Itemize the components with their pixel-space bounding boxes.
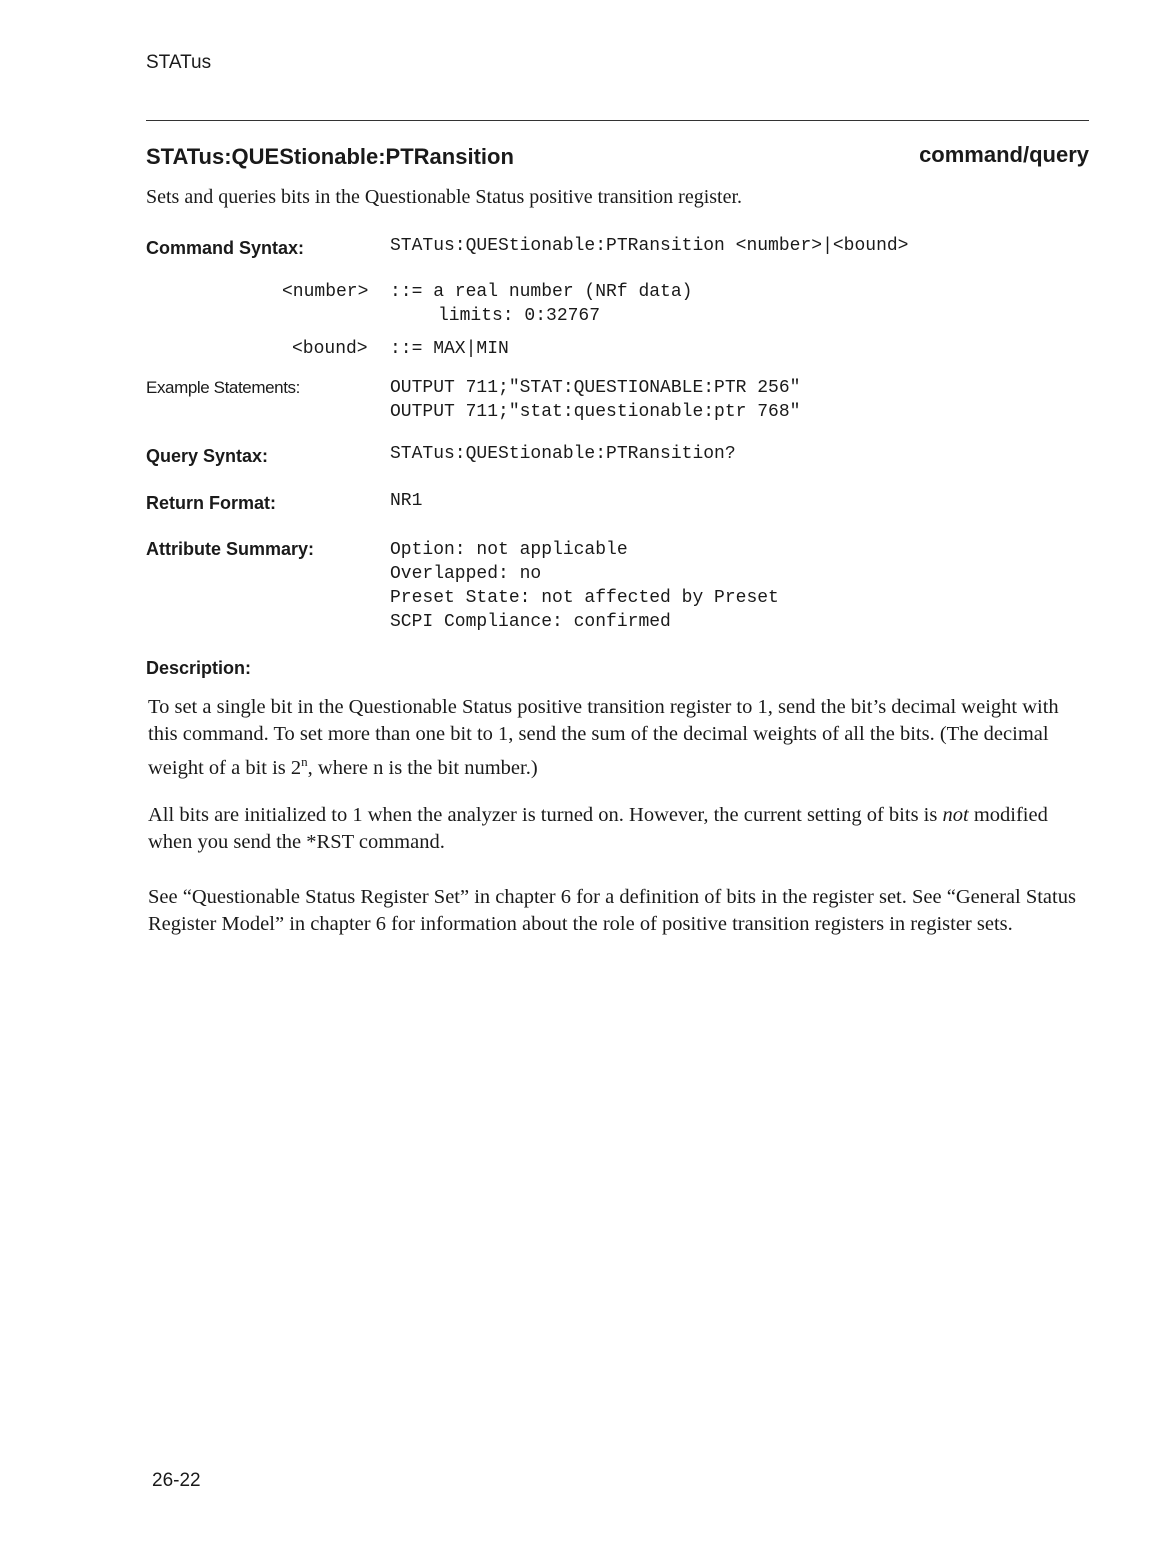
query-syntax-label: Query Syntax: <box>146 446 269 466</box>
example-statement-2: OUTPUT 711;"stat:questionable:ptr 768" <box>390 402 801 422</box>
return-format-text: NR1 <box>390 491 423 511</box>
example-statements-label: Example Statements: <box>146 378 300 397</box>
command-title: STATus:QUEStionable:PTRansition <box>146 144 514 169</box>
emphasis-not: not <box>942 804 969 826</box>
command-syntax-text: STATus:QUEStionable:PTRansition <number>|<bound> <box>390 236 909 256</box>
command-summary: Sets and queries bits in the Questionable Status positive transition register. <box>146 186 743 208</box>
attribute-scpi-compliance: SCPI Compliance: confirmed <box>390 612 671 632</box>
attribute-preset-state: Preset State: not affected by Preset <box>390 588 779 608</box>
running-head: STATus <box>146 52 212 73</box>
param-number-def: ::= a real number (NRf data) <box>390 282 693 302</box>
param-number-name: <number> <box>282 282 369 302</box>
command-syntax-label: Command Syntax: <box>146 238 305 258</box>
description-paragraph-1: To set a single bit in the Questionable Status positive transition register to 1, send the bit’s decimal weight with this command. To set more than one bit to 1, send the sum of the decimal weights of all the bits. (The decimal weight of a bit is 2$^n$, where n is the bit number.) <box>148 696 1059 779</box>
attribute-overlapped: Overlapped: no <box>390 564 542 584</box>
param-bound-def: ::= MAX|MIN <box>390 339 509 359</box>
description-label: Description: <box>146 658 252 678</box>
description-paragraph-3: See “Questionable Status Register Set” in chapter 6 for a definition of bits in the register set. See “General Status Register Model” in chapter 6 for information about the role of positive transition registers in register sets. <box>148 886 1076 935</box>
query-syntax-text: STATus:QUEStionable:PTRansition? <box>390 444 736 464</box>
param-bound-name: <bound> <box>292 339 368 359</box>
attribute-option: Option: not applicable <box>390 540 628 560</box>
return-format-label: Return Format: <box>146 493 276 513</box>
page-number: 26-22 <box>152 1470 201 1491</box>
description-paragraph-2: All bits are initialized to 1 when the analyzer is turned on. However, the current setting of bits is not modified when you send the *RST command. <box>148 804 1048 853</box>
header-rule <box>146 120 1089 121</box>
example-statement-1: OUTPUT 711;"STAT:QUESTIONABLE:PTR 256" <box>390 378 801 398</box>
attribute-summary-label: Attribute Summary: <box>146 539 315 559</box>
superscript-n: n <box>301 754 308 769</box>
param-number-limits: limits: 0:32767 <box>438 306 601 326</box>
command-type: command/query <box>919 142 1089 167</box>
